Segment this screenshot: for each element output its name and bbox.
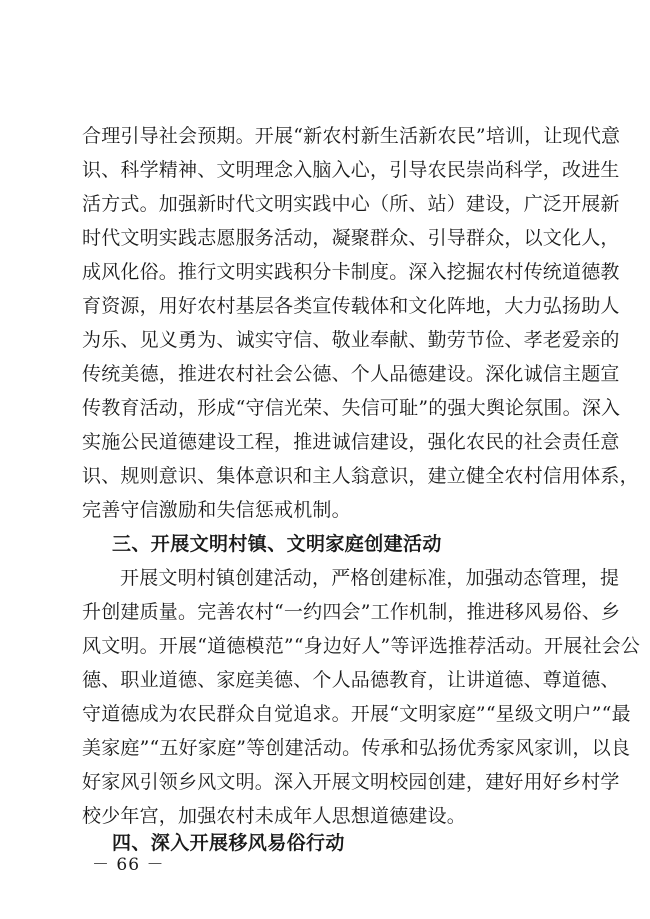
page-number: － 66 －	[92, 855, 165, 875]
section-heading: 三、开展文明村镇、文明家庭创建活动	[112, 533, 442, 555]
body-text-line: 活方式。加强新时代文明实践中心（所、站）建设，广泛开展新	[82, 193, 620, 215]
body-text-line: 美家庭”“五好家庭”等创建活动。传承和弘扬优秀家风家训，以良	[82, 737, 631, 759]
body-text-line: 校少年宫，加强农村未成年人思想道德建设。	[82, 805, 467, 827]
section-heading: 四、深入开展移风易俗行动	[112, 832, 345, 854]
body-text-line: 风文明。开展“道德模范”“身边好人”等评选推荐活动。开展社会公	[82, 635, 641, 657]
body-text-line: 开展文明村镇创建活动，严格创建标准，加强动态管理，提	[120, 567, 620, 589]
body-text-line: 升创建质量。完善农村“一约四会”工作机制，推进移风易俗、乡	[82, 601, 621, 623]
body-text-line: 传统美德，推进农村社会公德、个人品德建设。深化诚信主题宣	[82, 363, 620, 385]
body-text-line: 时代文明实践志愿服务活动，凝聚群众、引导群众，以文化人，	[82, 227, 620, 249]
body-text-line: 守道德成为农民群众自觉追求。开展“文明家庭”“星级文明户”“最	[82, 703, 631, 725]
body-text-line: 识、规则意识、集体意识和主人翁意识，建立健全农村信用体系，	[82, 465, 639, 487]
body-text-line: 完善守信激励和失信惩戒机制。	[82, 499, 351, 521]
body-text-line: 传教育活动，形成“守信光荣、失信可耻”的强大舆论氛围。深入	[82, 397, 621, 419]
body-text-line: 合理引导社会预期。开展“新农村新生活新农民”培训，让现代意	[82, 125, 621, 147]
body-text-line: 实施公民道德建设工程，推进诚信建设，强化农民的社会责任意	[82, 431, 620, 453]
body-text-line: 为乐、见义勇为、诚实守信、敬业奉献、勤劳节俭、孝老爱亲的	[82, 329, 620, 351]
body-text-line: 成风化俗。推行文明实践积分卡制度。深入挖掘农村传统道德教	[82, 261, 620, 283]
body-text-line: 德、职业道德、家庭美德、个人品德教育，让讲道德、尊道德、	[82, 669, 620, 691]
body-text-line: 育资源，用好农村基层各类宣传载体和文化阵地，大力弘扬助人	[82, 295, 620, 317]
body-text-line: 好家风引领乡风文明。深入开展文明校园创建，建好用好乡村学	[82, 771, 620, 793]
body-text-line: 识、科学精神、文明理念入脑入心，引导农民崇尚科学，改进生	[82, 159, 620, 181]
